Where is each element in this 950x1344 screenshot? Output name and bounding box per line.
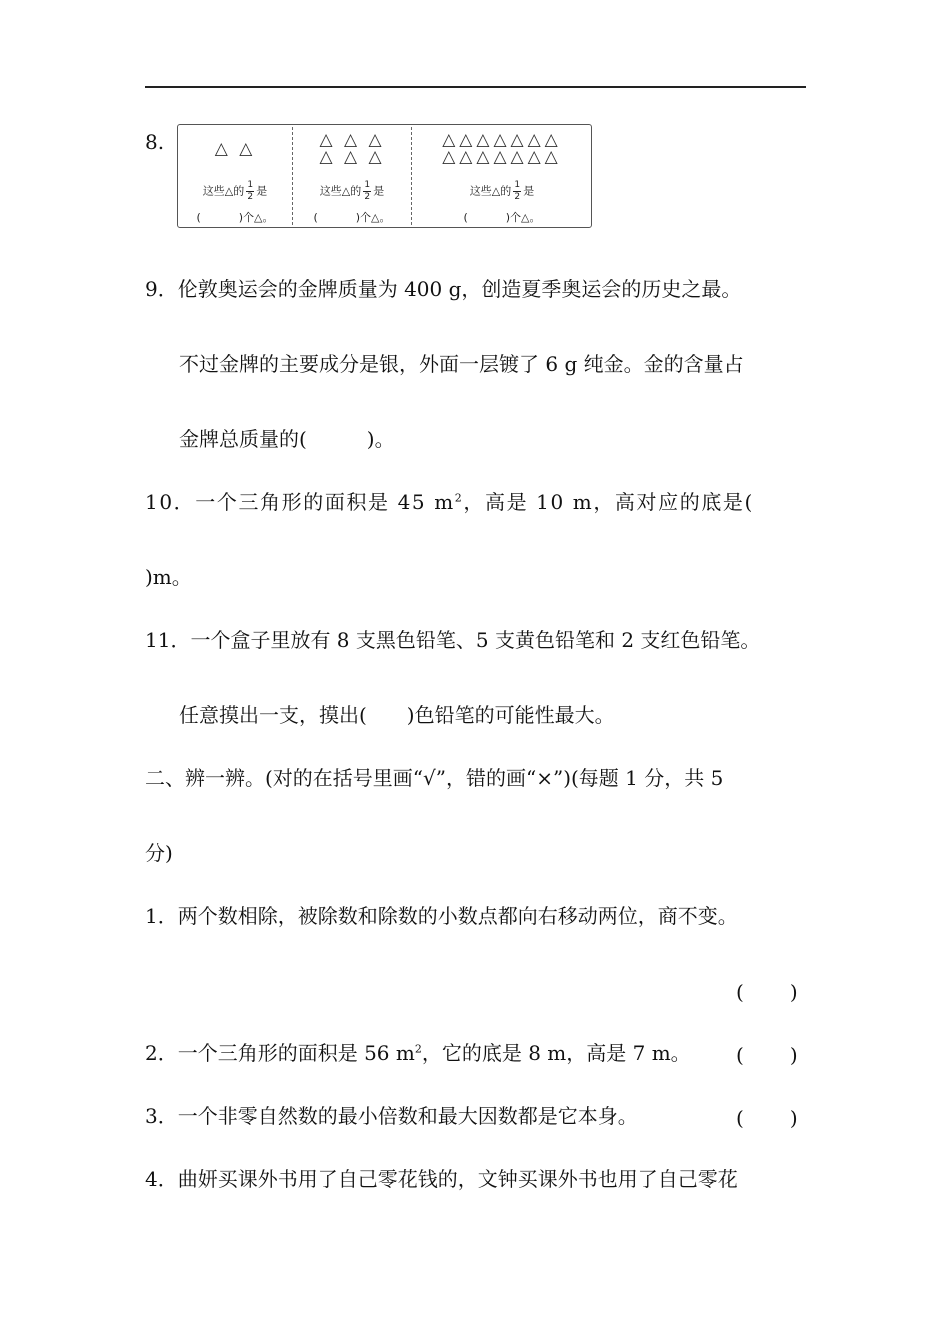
triangle-row: △ △ [214, 139, 256, 159]
fraction-half: $\frac{1}{2}$ [514, 180, 521, 202]
triangle-row: △△△△△△△ [442, 147, 562, 167]
triangle-row: △ △ △ [319, 130, 385, 150]
q10-line-2: )m。 [145, 565, 192, 589]
answer-paren[interactable]: ( ) [736, 1043, 798, 1067]
q11-line-2: 任意摸出一支，摸出( )色铅笔的可能性最大。 [179, 703, 615, 727]
q9-line-1: 9．伦敦奥运会的金牌质量为 400 g，创造夏季奥运会的历史之最。 [145, 277, 742, 301]
judge-q2: 2．一个三角形的面积是 56 $m^2$，它的底是 8 m，高是 7 m。 [145, 1041, 691, 1065]
fraction-half: $\frac{1}{2}$ [364, 180, 371, 202]
q8-number: 8. [145, 130, 165, 154]
q10-line-1: 10．一个三角形的面积是 45 $m^2$，高是 10 m，高对应的底是( [145, 490, 754, 514]
q8-caption: 这些△的 $\frac{1}{2}$ 是 [319, 180, 385, 202]
q8-figure [177, 124, 592, 228]
q8-panel-1 [178, 125, 292, 227]
q8-panel-2 [293, 125, 411, 227]
q8-answer: ( )个△。 [313, 211, 391, 224]
q8-caption: 这些△的 $\frac{1}{2}$ 是 [469, 180, 535, 202]
header-rule [145, 86, 806, 88]
section-2-heading-cont: 分) [145, 841, 173, 865]
judge-q3: 3．一个非零自然数的最小倍数和最大因数都是它本身。 [145, 1104, 638, 1128]
q8-answer: ( )个△。 [463, 211, 541, 224]
q9-line-3: 金牌总质量的( )。 [179, 427, 395, 451]
answer-paren[interactable]: ( ) [736, 1106, 798, 1130]
q8-caption: 这些△的 $\frac{1}{2}$ 是 [202, 180, 268, 202]
fraction-half: $\frac{1}{2}$ [247, 180, 254, 202]
triangle-row: △ △ △ [319, 147, 385, 167]
q8-panel-3 [412, 125, 592, 227]
q11-line-1: 11．一个盒子里放有 8 支黑色铅笔、5 支黄色铅笔和 2 支红色铅笔。 [145, 628, 761, 652]
section-2-heading: 二、辨一辨。(对的在括号里画“√”，错的画“×”)(每题 1 分，共 5 [145, 766, 724, 790]
answer-paren[interactable]: ( ) [736, 980, 798, 1004]
judge-q4: 4．曲妍买课外书用了自己零花钱的，文钟买课外书也用了自己零花 [145, 1167, 738, 1191]
q8-answer: ( )个△。 [196, 211, 274, 224]
q9-line-2: 不过金牌的主要成分是银，外面一层镀了 6 g 纯金。金的含量占 [179, 352, 744, 376]
judge-q1: 1．两个数相除，被除数和除数的小数点都向右移动两位，商不变。 [145, 904, 738, 928]
triangle-row: △△△△△△△ [442, 130, 562, 150]
